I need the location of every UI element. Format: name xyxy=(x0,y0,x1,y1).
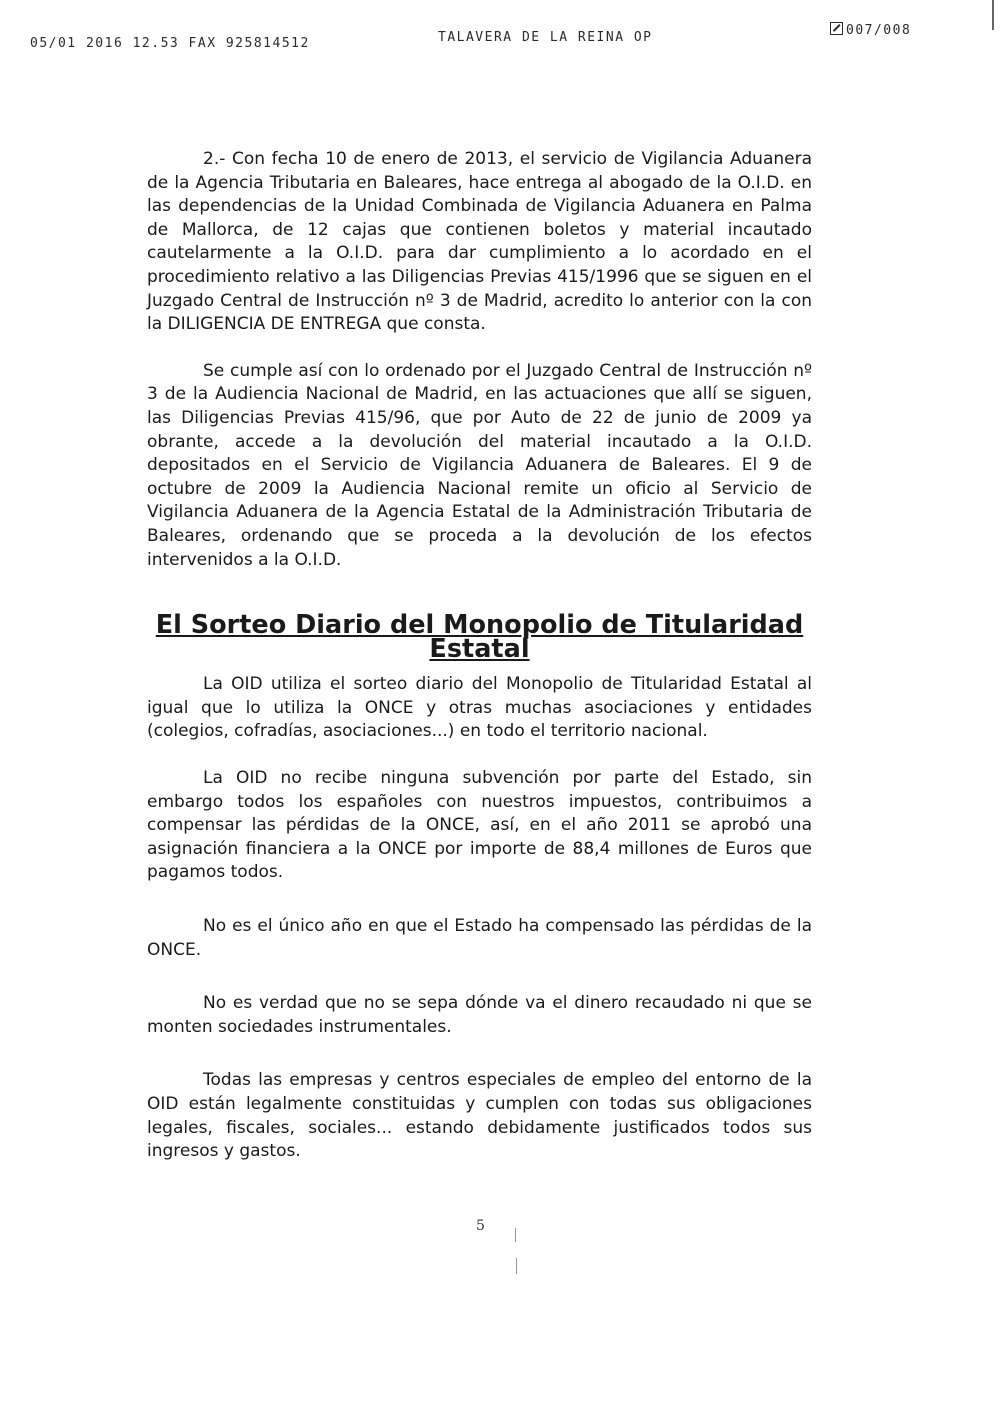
paragraph-companies: Todas las empresas y centros especiales de empleo del entorno de la OID están legalmente constituidas y cumplen con todas sus obligaciones legales, fiscales, sociales... estando debidamente justificados todos sus ingresos y gastos. xyxy=(147,1070,812,1162)
paragraph-compensation: No es el único año en que el Estado ha compensado las pérdidas de la ONCE. xyxy=(147,916,812,960)
fax-header-date-number: 05/01 2016 12.53 FAX 925814512 xyxy=(30,36,310,51)
scan-edge-mark xyxy=(992,0,994,30)
section-heading: El Sorteo Diario del Monopolio de Titularidad Estatal xyxy=(155,610,804,664)
page-number: 5 xyxy=(476,1218,485,1234)
paragraph-daily-draw: La OID utiliza el sorteo diario del Monopolio de Titularidad Estatal al igual que lo utiliza la ONCE y otras muchas asociaciones y entidades (colegios, cofradías, asociaciones...) en todo el territorio nacional. xyxy=(147,674,812,742)
fax-page-count-text: 007/008 xyxy=(846,23,912,38)
scan-speck xyxy=(515,1228,516,1242)
paragraph-delivery: 2.- Con fecha 10 de enero de 2013, el servicio de Vigilancia Aduanera de la Agencia Tributaria en Baleares, hace entrega al abogado de la O.I.D. en las dependencias de la Unidad Combinada de Vigilancia Aduanera en Palma de Mallorca, de 12 cajas que contienen boletos y material incautado cautelarmente a la O.I.D. para dar cumplimiento a lo acordado en el procedimiento relativo a las Diligencias Previas 415/1996 que se siguen en el Juzgado Central de Instrucción nº 3 de Madrid, acredito lo anterior con la con la DILIGENCIA DE ENTREGA que consta. xyxy=(147,149,812,335)
paragraph-money: No es verdad que no se sepa dónde va el dinero recaudado ni que se monten sociedades instrumentales. xyxy=(147,993,812,1037)
fax-header-sender: TALAVERA DE LA REINA OP xyxy=(438,30,653,45)
fax-header-page-count xyxy=(830,22,911,38)
document-body xyxy=(147,148,812,1164)
paragraph-court-order: Se cumple así con lo ordenado por el Juzgado Central de Instrucción nº 3 de la Audiencia Nacional de Madrid, en las actuaciones que allí se siguen, las Diligencias Previas 415/96, que por Auto de 22 de junio de 2009 ya obrante, accede a la devolución del material incautado a la O.I.D. depositados en el Servicio de Vigilancia Aduanera de Baleares. El 9 de octubre de 2009 la Audiencia Nacional remite un oficio al Servicio de Vigilancia Aduanera de la Agencia Estatal de la Administración Tributaria de Baleares, ordenando que se proceda a la devolución de los efectos intervenidos a la O.I.D. xyxy=(147,360,812,570)
fax-checkbox-icon xyxy=(830,22,843,35)
scan-speck xyxy=(516,1258,517,1274)
paragraph-subsidy: La OID no recibe ninguna subvención por parte del Estado, sin embargo todos los españoles con nuestros impuestos, contribuimos a compensar las pérdidas de la ONCE, así, en el año 2011 se aprobó una asignación financiera a la ONCE por importe de 88,4 millones de Euros que pagamos todos. xyxy=(147,768,812,883)
